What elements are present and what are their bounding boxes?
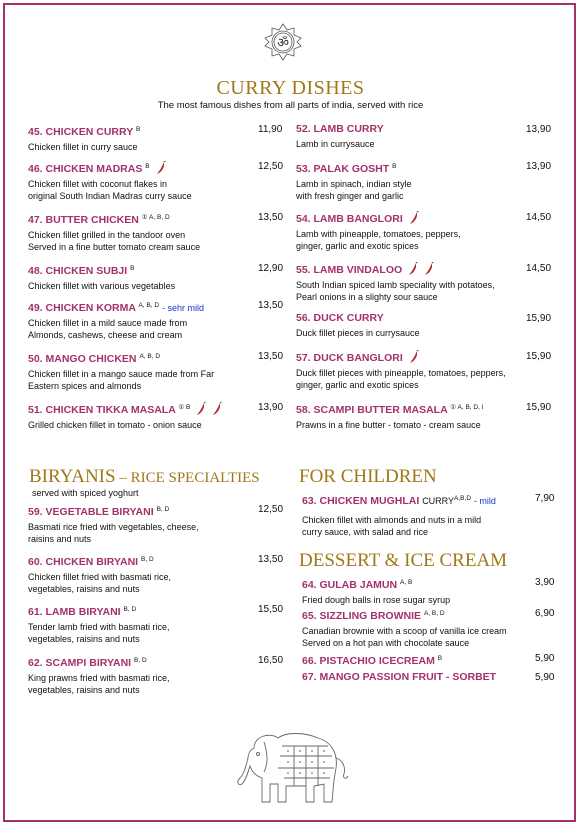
item-price: 6,90: [535, 608, 555, 619]
allergen-codes: B: [135, 126, 141, 133]
item-title: [28, 553, 171, 569]
item-name: 65. SIZZLING BROWNIE: [302, 610, 422, 622]
item-name: 57. DUCK BANGLORI: [296, 352, 403, 364]
item-price: 13,50: [258, 300, 284, 311]
item-description: Almonds, cashews, cheese and cream: [28, 330, 183, 340]
item-description: Lamb in spinach, indian style: [296, 179, 412, 189]
item-title: [296, 350, 506, 365]
svg-text:ॐ: ॐ: [277, 36, 289, 51]
item-description: Grilled chicken fillet in tomato - onion sauce: [28, 420, 202, 430]
menu-item: [296, 211, 461, 252]
item-name: 63. CHICKEN MUGHLAI: [302, 495, 420, 507]
item-price: 13,90: [526, 161, 552, 172]
item-price: 14,50: [526, 212, 552, 223]
item-title: [302, 671, 496, 684]
item-name: 45. CHICKEN CURRY: [28, 126, 134, 138]
item-description: Prawns in a fine butter - tomato - cream sauce: [296, 420, 481, 430]
chili-icon: [409, 211, 419, 225]
item-description: Tender lamb fried with basmati rice,: [28, 622, 170, 632]
item-description: King prawns fried with basmati rice,: [28, 673, 170, 683]
item-name: 55. LAMB VINDALOO: [296, 264, 403, 276]
item-price: 12,50: [258, 504, 284, 515]
item-price: 15,90: [526, 351, 552, 362]
item-description: Chicken fillet with almonds and nuts in a mild: [302, 515, 482, 525]
menu-item: [28, 603, 170, 645]
spice-hint: - mild: [473, 496, 496, 506]
item-title: [302, 576, 450, 592]
menu-item: [296, 160, 412, 202]
item-description: Chicken fillet with various vegetables: [28, 281, 176, 291]
item-price: 3,90: [535, 577, 555, 588]
item-price: 12,90: [258, 263, 284, 274]
item-description: Canadian brownie with a scoop of vanilla ice cream: [302, 626, 507, 636]
item-name: 61. LAMB BIRYANI: [28, 606, 121, 618]
item-price: 15,50: [258, 604, 284, 615]
item-name: 64. GULAB JAMUN: [302, 579, 398, 591]
item-name-extra: CURRY: [422, 496, 455, 506]
item-name: 60. CHICKEN BIRYANI: [28, 556, 139, 568]
allergen-codes: B, D: [134, 657, 147, 664]
allergen-codes: A, B, D: [423, 610, 445, 617]
item-title: [28, 123, 140, 139]
allergen-codes: B: [145, 163, 150, 170]
menu-item: [28, 553, 171, 595]
item-description: with fresh ginger and garlic: [296, 191, 404, 201]
item-price: 5,90: [535, 672, 555, 683]
item-description: Basmati rice fried with vegetables, cheese,: [28, 522, 199, 532]
menu-item: [296, 350, 506, 391]
item-name: 48. CHICKEN SUBJI: [28, 265, 128, 277]
item-name: 56. DUCK CURRY: [296, 312, 384, 324]
item-title: [296, 160, 412, 176]
item-name: 59. VEGETABLE BIRYANI: [28, 506, 154, 518]
item-description: Chicken fillet in a mango sauce made from Far: [28, 369, 215, 379]
item-title: [296, 312, 420, 325]
item-name: 51. CHICKEN TIKKA MASALA: [28, 404, 176, 416]
item-name: 46. CHICKEN MADRAS: [28, 163, 143, 175]
item-name: 67. MANGO PASSION FRUIT - SORBET: [302, 671, 497, 683]
page-subtitle: The most famous dishes from all parts of india, served with rice: [157, 100, 424, 111]
menu-item: [28, 401, 222, 431]
item-price: 7,90: [535, 493, 555, 504]
menu-item: [302, 492, 496, 538]
item-description: Chicken fillet with coconut flakes in: [28, 179, 168, 189]
item-price: 5,90: [535, 653, 555, 664]
allergen-codes: ① A, B, D, I: [450, 404, 484, 411]
page-title: CURRY DISHES: [216, 77, 365, 99]
chili-icon: [196, 402, 206, 416]
menu-item: [28, 299, 204, 341]
allergen-codes: B, D: [123, 606, 137, 613]
item-description: ginger, garlic and exotic spices: [296, 241, 419, 251]
item-title: [296, 123, 384, 136]
biryani-subtitle: served with spiced yoghurt: [32, 488, 139, 498]
om-mandala-icon: [263, 22, 303, 62]
item-title: [28, 401, 222, 417]
menu-item: [28, 211, 200, 253]
item-description: Chicken fillet in a mild sauce made from: [28, 318, 188, 328]
chili-icon: [409, 350, 419, 364]
menu-item: [302, 652, 442, 668]
item-description: Chicken fillet grilled in the tandoor oven: [28, 230, 186, 240]
allergen-codes: A,B,D: [454, 495, 472, 502]
item-price: 15,90: [526, 402, 552, 413]
item-description: Duck fillet pieces in currysauce: [296, 328, 420, 338]
menu-item: [28, 350, 214, 392]
item-description: Eastern spices and almonds: [28, 381, 142, 391]
allergen-codes: ① B: [178, 404, 191, 411]
item-title: [28, 654, 170, 670]
children-heading: FOR CHILDREN: [299, 466, 437, 487]
allergen-codes: B, D: [141, 556, 154, 563]
item-title: [28, 160, 192, 176]
menu-item: [28, 123, 140, 153]
item-description: Fried dough balls in rose sugar syrup: [302, 595, 451, 605]
item-title: [28, 211, 200, 227]
menu-item: [302, 671, 496, 684]
item-description: Chicken fillet in curry sauce: [28, 142, 138, 152]
item-price: 13,90: [526, 124, 552, 135]
item-description: original South Indian Madras curry sauce: [28, 191, 192, 201]
item-name: 50. MANGO CHICKEN: [28, 353, 137, 365]
item-title: [296, 211, 461, 226]
item-description: vegetables, raisins and nuts: [28, 634, 140, 644]
item-title: [28, 262, 175, 278]
menu-item: [28, 503, 199, 545]
menu-item: [302, 576, 450, 606]
dessert-heading: DESSERT & ICE CREAM: [299, 550, 508, 571]
item-name: 54. LAMB BANGLORI: [296, 213, 403, 225]
menu-item: [28, 160, 192, 202]
item-description: Pearl onions in a slighty sour sauce: [296, 292, 438, 302]
item-description: curry sauce, with salad and rice: [302, 527, 429, 537]
item-name: 58. SCAMPI BUTTER MASALA: [296, 404, 448, 416]
item-price: 12,50: [258, 161, 284, 172]
item-description: Served in a fine butter tomato cream sauce: [28, 242, 201, 252]
item-title: [296, 401, 484, 417]
item-title: [296, 262, 495, 277]
item-name: 62. SCAMPI BIRYANI: [28, 657, 132, 669]
item-title: [302, 607, 507, 623]
item-description: Lamb with pineapple, tomatoes, peppers,: [296, 229, 461, 239]
item-description: ginger, garlic and exotic spices: [296, 380, 419, 390]
item-name: 52. LAMB CURRY: [296, 123, 384, 135]
allergen-codes: B, D: [156, 506, 170, 513]
item-title: [28, 603, 170, 619]
menu-item: [296, 123, 384, 150]
item-description: Chicken fillet fried with basmati rice,: [28, 572, 172, 582]
item-price: 13,50: [258, 351, 284, 362]
item-price: 16,50: [258, 655, 284, 666]
allergen-codes: B: [392, 163, 397, 170]
item-title: [302, 652, 442, 668]
item-description: vegetables, raisins and nuts: [28, 685, 140, 695]
menu-item: [28, 262, 175, 292]
biryani-heading: BIRYANIS – RICE SPECIALTIES: [29, 466, 260, 487]
menu-item: [296, 312, 420, 339]
chili-icon: [408, 262, 418, 276]
item-price: 13,50: [258, 554, 284, 565]
item-title: [28, 350, 214, 366]
item-price: 14,50: [526, 263, 552, 274]
spice-hint: - sehr mild: [161, 303, 204, 313]
chili-icon: [212, 402, 222, 416]
allergen-codes: A, B, D: [139, 353, 161, 360]
chili-icon: [156, 161, 166, 175]
allergen-codes: A, B, D: [138, 302, 160, 309]
item-description: Lamb in currysauce: [296, 139, 375, 149]
item-description: vegetables, raisins and nuts: [28, 584, 140, 594]
allergen-codes: ① A, B, D: [141, 214, 170, 221]
menu-item: [296, 262, 495, 303]
item-title: [302, 492, 496, 508]
item-name: 66. PISTACHIO ICECREAM: [302, 655, 435, 667]
elephant-illustration-icon: [234, 728, 352, 810]
item-description: Duck fillet pieces with pineapple, tomatoes, peppers,: [296, 368, 506, 378]
allergen-codes: B: [130, 265, 135, 272]
item-description: Served on a hot pan with chocolate sauce: [302, 638, 470, 648]
menu-item: [296, 401, 484, 431]
item-name: 47. BUTTER CHICKEN: [28, 214, 139, 226]
allergen-codes: A, B: [400, 579, 413, 586]
item-description: South Indian spiced lamb speciality with potatoes,: [296, 280, 495, 290]
item-price: 13,90: [258, 402, 284, 413]
item-title: [28, 299, 204, 315]
item-price: 15,90: [526, 313, 552, 324]
item-description: raisins and nuts: [28, 534, 92, 544]
item-name: 53. PALAK GOSHT: [296, 163, 390, 175]
item-title: [28, 503, 199, 519]
item-name: 49. CHICKEN KORMA: [28, 302, 136, 314]
menu-item: [302, 607, 507, 649]
allergen-codes: B: [437, 655, 443, 662]
menu-item: [28, 654, 170, 696]
chili-icon: [424, 262, 434, 276]
item-price: 11,90: [258, 124, 283, 135]
item-price: 13,50: [258, 212, 284, 223]
